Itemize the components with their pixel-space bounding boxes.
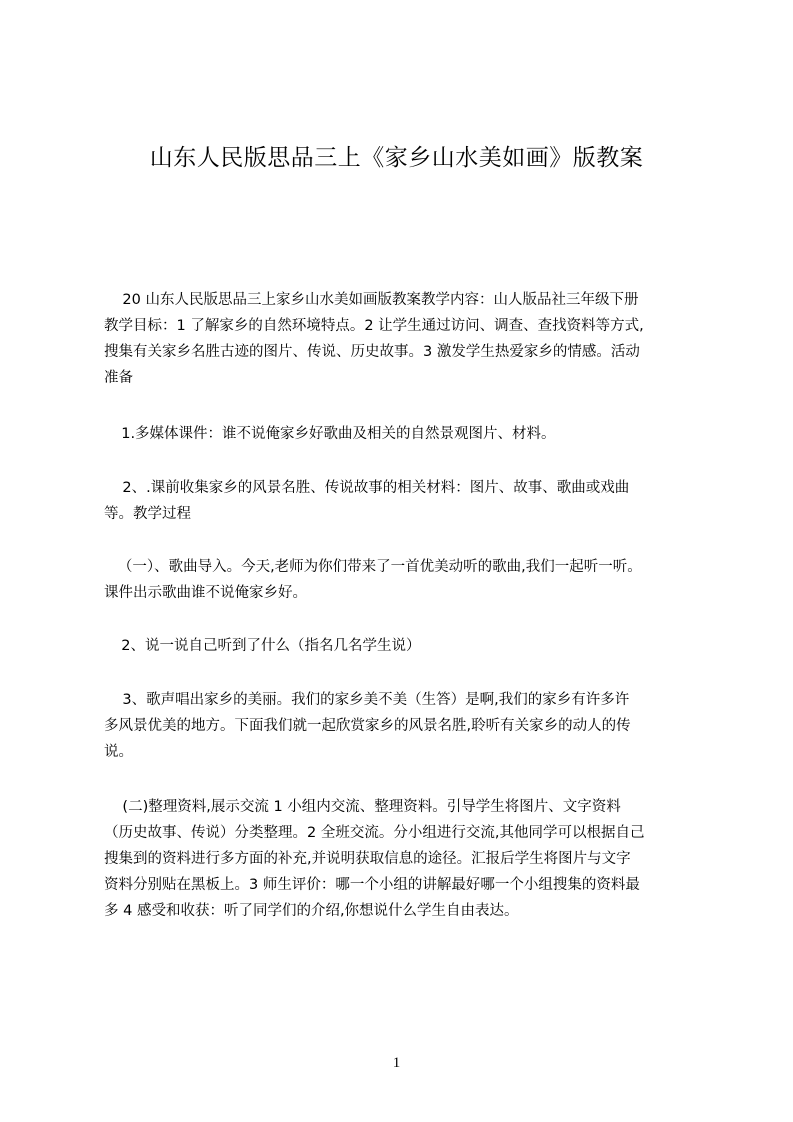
paragraph-line: 2、说一说自己听到了什么（指名几名学生说） xyxy=(112,638,421,654)
paragraph-line: 搜集有关家乡名胜古迹的图片、传说、历史故事。3 激发学生热爱家乡的情感。活动 xyxy=(104,344,640,360)
paragraph-line: 搜集到的资料进行多方面的补充,并说明获取信息的途径。汇报后学生将图片与文字 xyxy=(104,851,631,867)
paragraph-step-three xyxy=(104,687,704,765)
paragraph-line: 资料分别贴在黑板上。3 师生评价：哪一个小组的讲解最好哪一个小组搜集的资料最 xyxy=(104,877,640,893)
paragraph-line: （历史故事、传说）分类整理。2 全班交流。分小组进行交流,其他同学可以根据自己 xyxy=(104,825,645,841)
paragraph-line: 等。教学过程 xyxy=(104,506,191,522)
paragraph-step-one xyxy=(104,554,704,606)
paragraph-line: （一）、歌曲导入。今天,老师为你们带来了一首优美动听的歌曲,我们一起听一听。 xyxy=(104,559,642,575)
paragraph-line: 教学目标：1 了解家乡的自然环境特点。2 让学生通过访问、调查、查找资料等方式, xyxy=(104,318,644,334)
paragraph-organize-materials xyxy=(104,794,704,924)
paragraph-line: 1.多媒体课件：谁不说俺家乡好歌曲及相关的自然景观图片、材料。 xyxy=(112,426,556,442)
paragraph-intro xyxy=(104,287,704,391)
paragraph-materials-1 xyxy=(112,421,712,447)
paragraph-line: 20 山东人民版思品三上家乡山水美如画版教案教学内容：山人版品社三年级下册 xyxy=(104,292,639,308)
paragraph-line: 准备 xyxy=(104,370,133,386)
paragraph-line: 多 4 感受和收获：听了同学们的介绍,你想说什么学生自由表达。 xyxy=(104,903,519,919)
paragraph-line: 多风景优美的地方。下面我们就一起欣赏家乡的风景名胜,聆听有关家乡的动人的传 xyxy=(104,718,631,734)
paragraph-line: 2、.课前收集家乡的风景名胜、传说故事的相关材料：图片、故事、歌曲或戏曲 xyxy=(104,480,630,496)
paragraph-materials-2 xyxy=(104,475,704,527)
paragraph-line: 说。 xyxy=(104,744,133,760)
paragraph-line: 3、歌声唱出家乡的美丽。我们的家乡美不美（生答）是啊,我们的家乡有许多许 xyxy=(104,692,630,708)
paragraph-step-two xyxy=(112,633,712,659)
page-number: 1 xyxy=(392,1055,401,1071)
paragraph-line: (二)整理资料,展示交流 1 小组内交流、整理资料。引导学生将图片、文字资料 xyxy=(104,799,621,815)
document-title: 山东人民版思品三上《家乡山水美如画》版教案 xyxy=(149,145,644,171)
paragraph-line: 课件出示歌曲谁不说俺家乡好。 xyxy=(104,585,307,601)
